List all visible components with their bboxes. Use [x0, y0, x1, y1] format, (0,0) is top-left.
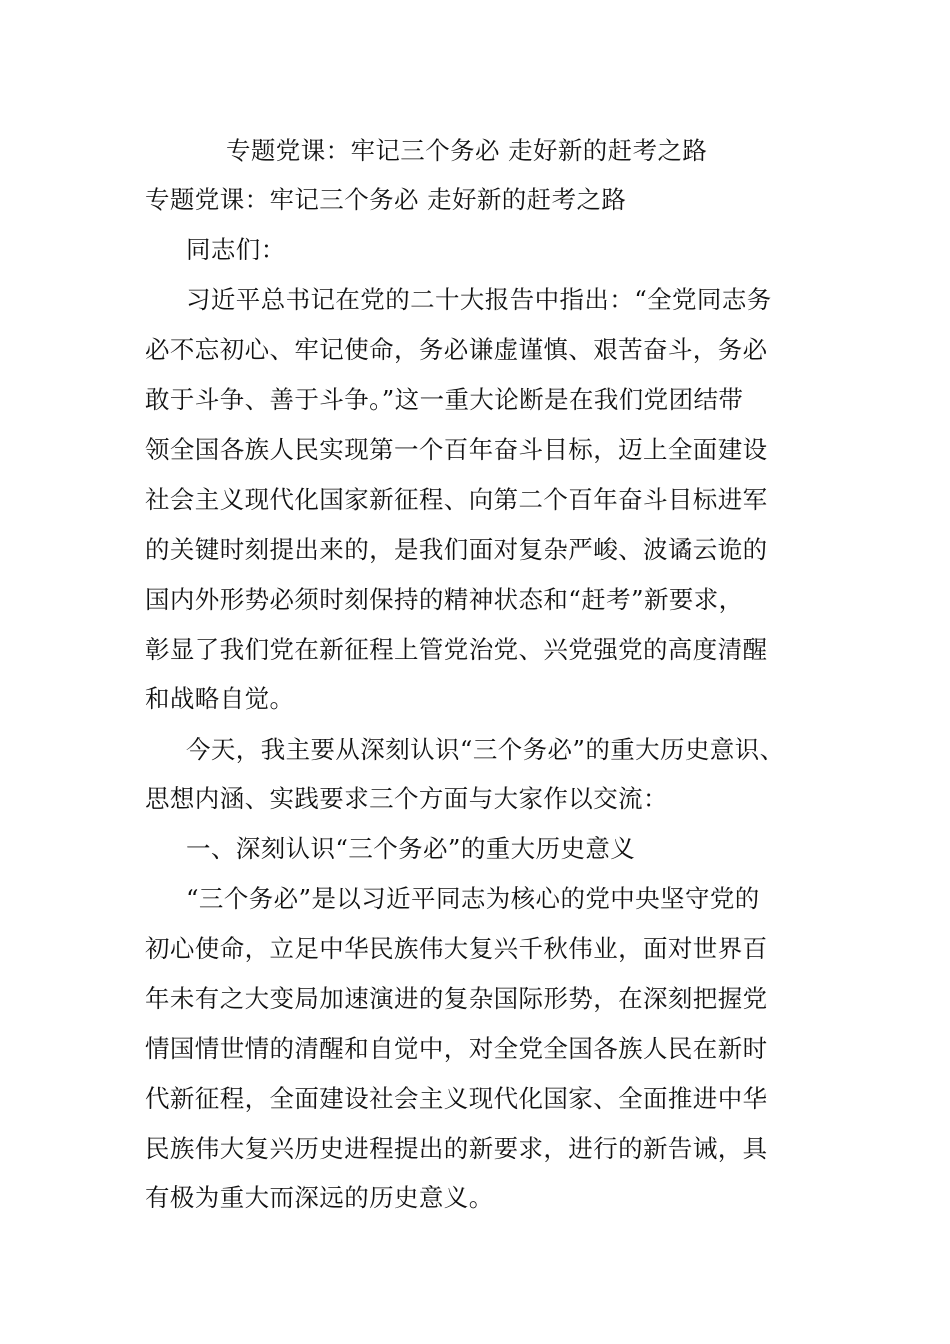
document-subtitle: 专题党课：牢记三个务必 走好新的赶考之路: [145, 185, 627, 214]
paragraph-line: 必不忘初心、牢记使命，务必谦虚谨慎、艰苦奋斗，务必: [145, 335, 768, 364]
paragraph-line: 思想内涵、实践要求三个方面与大家作以交流：: [145, 784, 668, 813]
paragraph-line: 敢于斗争、善于斗争。”这一重大论断是在我们党团结带: [145, 385, 744, 414]
paragraph-line: “三个务必”是以习近平同志为核心的党中央坚守党的: [186, 884, 760, 913]
paragraph-line: 今天，我主要从深刻认识“三个务必”的重大历史意识、: [186, 735, 785, 764]
paragraph-line: 有极为重大而深远的历史意义。: [145, 1183, 494, 1212]
paragraph-line: 情国情世情的清醒和自觉中，对全党全国各族人民在新时: [145, 1034, 768, 1063]
paragraph-line: 和战略自觉。: [145, 684, 295, 713]
paragraph-line: 年未有之大变局加速演进的复杂国际形势，在深刻把握党: [145, 984, 768, 1013]
greeting: 同志们：: [186, 235, 286, 264]
paragraph-line: 习近平总书记在党的二十大报告中指出：“全党同志务: [186, 285, 772, 314]
section-heading: 一、深刻认识“三个务必”的重大历史意义: [186, 834, 636, 863]
paragraph-line: 民族伟大复兴历史进程提出的新要求，进行的新告诫，具: [145, 1134, 768, 1163]
paragraph-line: 国内外形势必须时刻保持的精神状态和“赶考”新要求，: [145, 585, 744, 614]
paragraph-line: 代新征程，全面建设社会主义现代化国家、全面推进中华: [145, 1084, 768, 1113]
paragraph-line: 彰显了我们党在新征程上管党治党、兴党强党的高度清醒: [145, 635, 768, 664]
document-title: 专题党课：牢记三个务必 走好新的赶考之路: [226, 136, 708, 165]
paragraph-line: 社会主义现代化国家新征程、向第二个百年奋斗目标进军: [145, 485, 768, 514]
paragraph-line: 的关键时刻提出来的，是我们面对复杂严峻、波谲云诡的: [145, 535, 768, 564]
paragraph-line: 初心使命，立足中华民族伟大复兴千秋伟业，面对世界百: [145, 934, 768, 963]
paragraph-line: 领全国各族人民实现第一个百年奋斗目标，迈上全面建设: [145, 435, 768, 464]
